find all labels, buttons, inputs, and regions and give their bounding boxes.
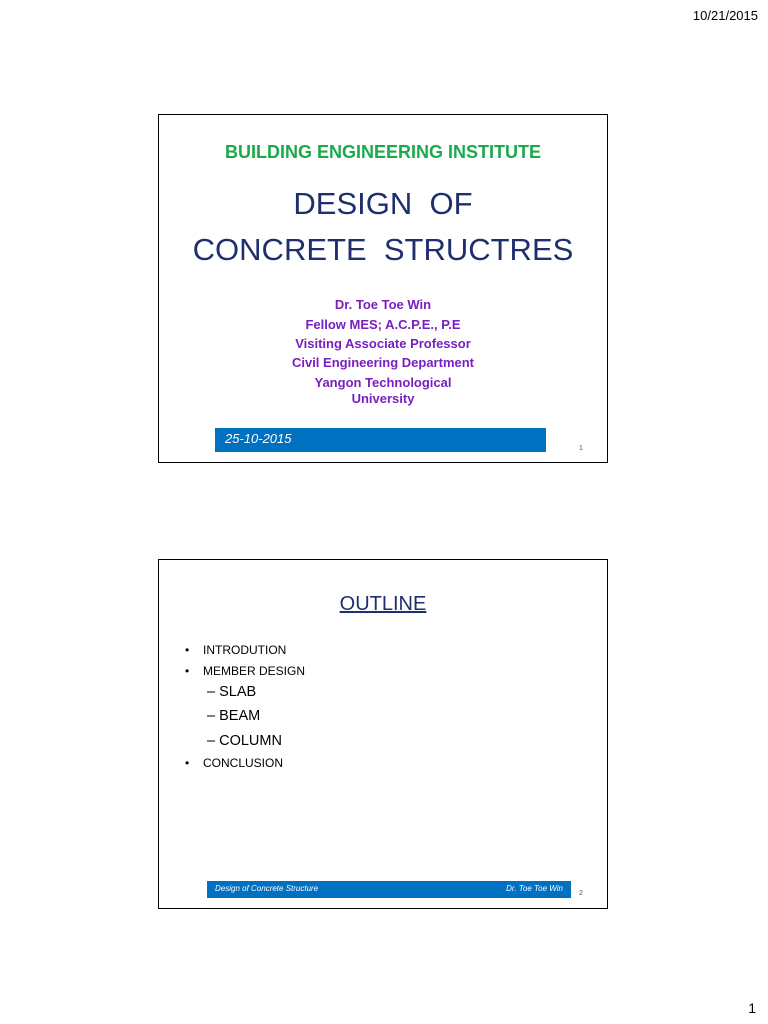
dash-icon: –: [207, 708, 216, 724]
dash-icon: –: [207, 684, 216, 700]
outline-title: OUTLINE: [339, 593, 427, 615]
dash-icon: –: [207, 733, 216, 749]
list-item-label: CONCLUSION: [203, 756, 284, 770]
slide-number: 2: [579, 890, 583, 897]
sub-list-item-label: COLUMN: [219, 733, 282, 749]
author-university-line-1: Yangon Technological: [314, 375, 452, 390]
footer-title: Design of Concrete Structure: [215, 884, 319, 893]
author-fellowship: Fellow MES; A.C.P.E., P.E: [305, 317, 461, 332]
sub-list-item-label: SLAB: [219, 684, 257, 700]
slide-2: [158, 559, 608, 909]
list-item: [185, 756, 283, 770]
bullet-icon: •: [185, 643, 190, 657]
page-date: 10/21/2015: [692, 8, 758, 23]
sub-list-item-label: BEAM: [219, 708, 261, 724]
sub-list-item: [207, 733, 282, 749]
list-item: [185, 643, 286, 657]
list-item-label: MEMBER DESIGN: [203, 664, 306, 678]
date-bar: [215, 428, 546, 452]
sub-list-item: [207, 684, 256, 700]
author-university-line-2: University: [351, 391, 415, 406]
bullet-icon: •: [185, 756, 190, 770]
slide-number: 1: [579, 445, 583, 452]
author-position: Visiting Associate Professor: [295, 336, 471, 351]
footer-bar: [207, 881, 571, 898]
sub-list-item: [207, 708, 260, 724]
slide-date: 25-10-2015: [225, 431, 292, 446]
author-department: Civil Engineering Department: [291, 355, 475, 370]
list-item: [185, 664, 305, 678]
title-line-2: CONCRETE STRUCTRES: [192, 232, 574, 267]
list-item-label: INTRODUTION: [203, 643, 287, 657]
footer-author: Dr. Toe Toe Win: [506, 884, 563, 893]
author-name: Dr. Toe Toe Win: [334, 297, 432, 312]
title-line-1: DESIGN OF: [293, 186, 473, 221]
page-number: 1: [748, 1000, 756, 1016]
institute-name: BUILDING ENGINEERING INSTITUTE: [224, 142, 541, 162]
slide-1: [158, 114, 608, 463]
bullet-icon: •: [185, 664, 190, 678]
